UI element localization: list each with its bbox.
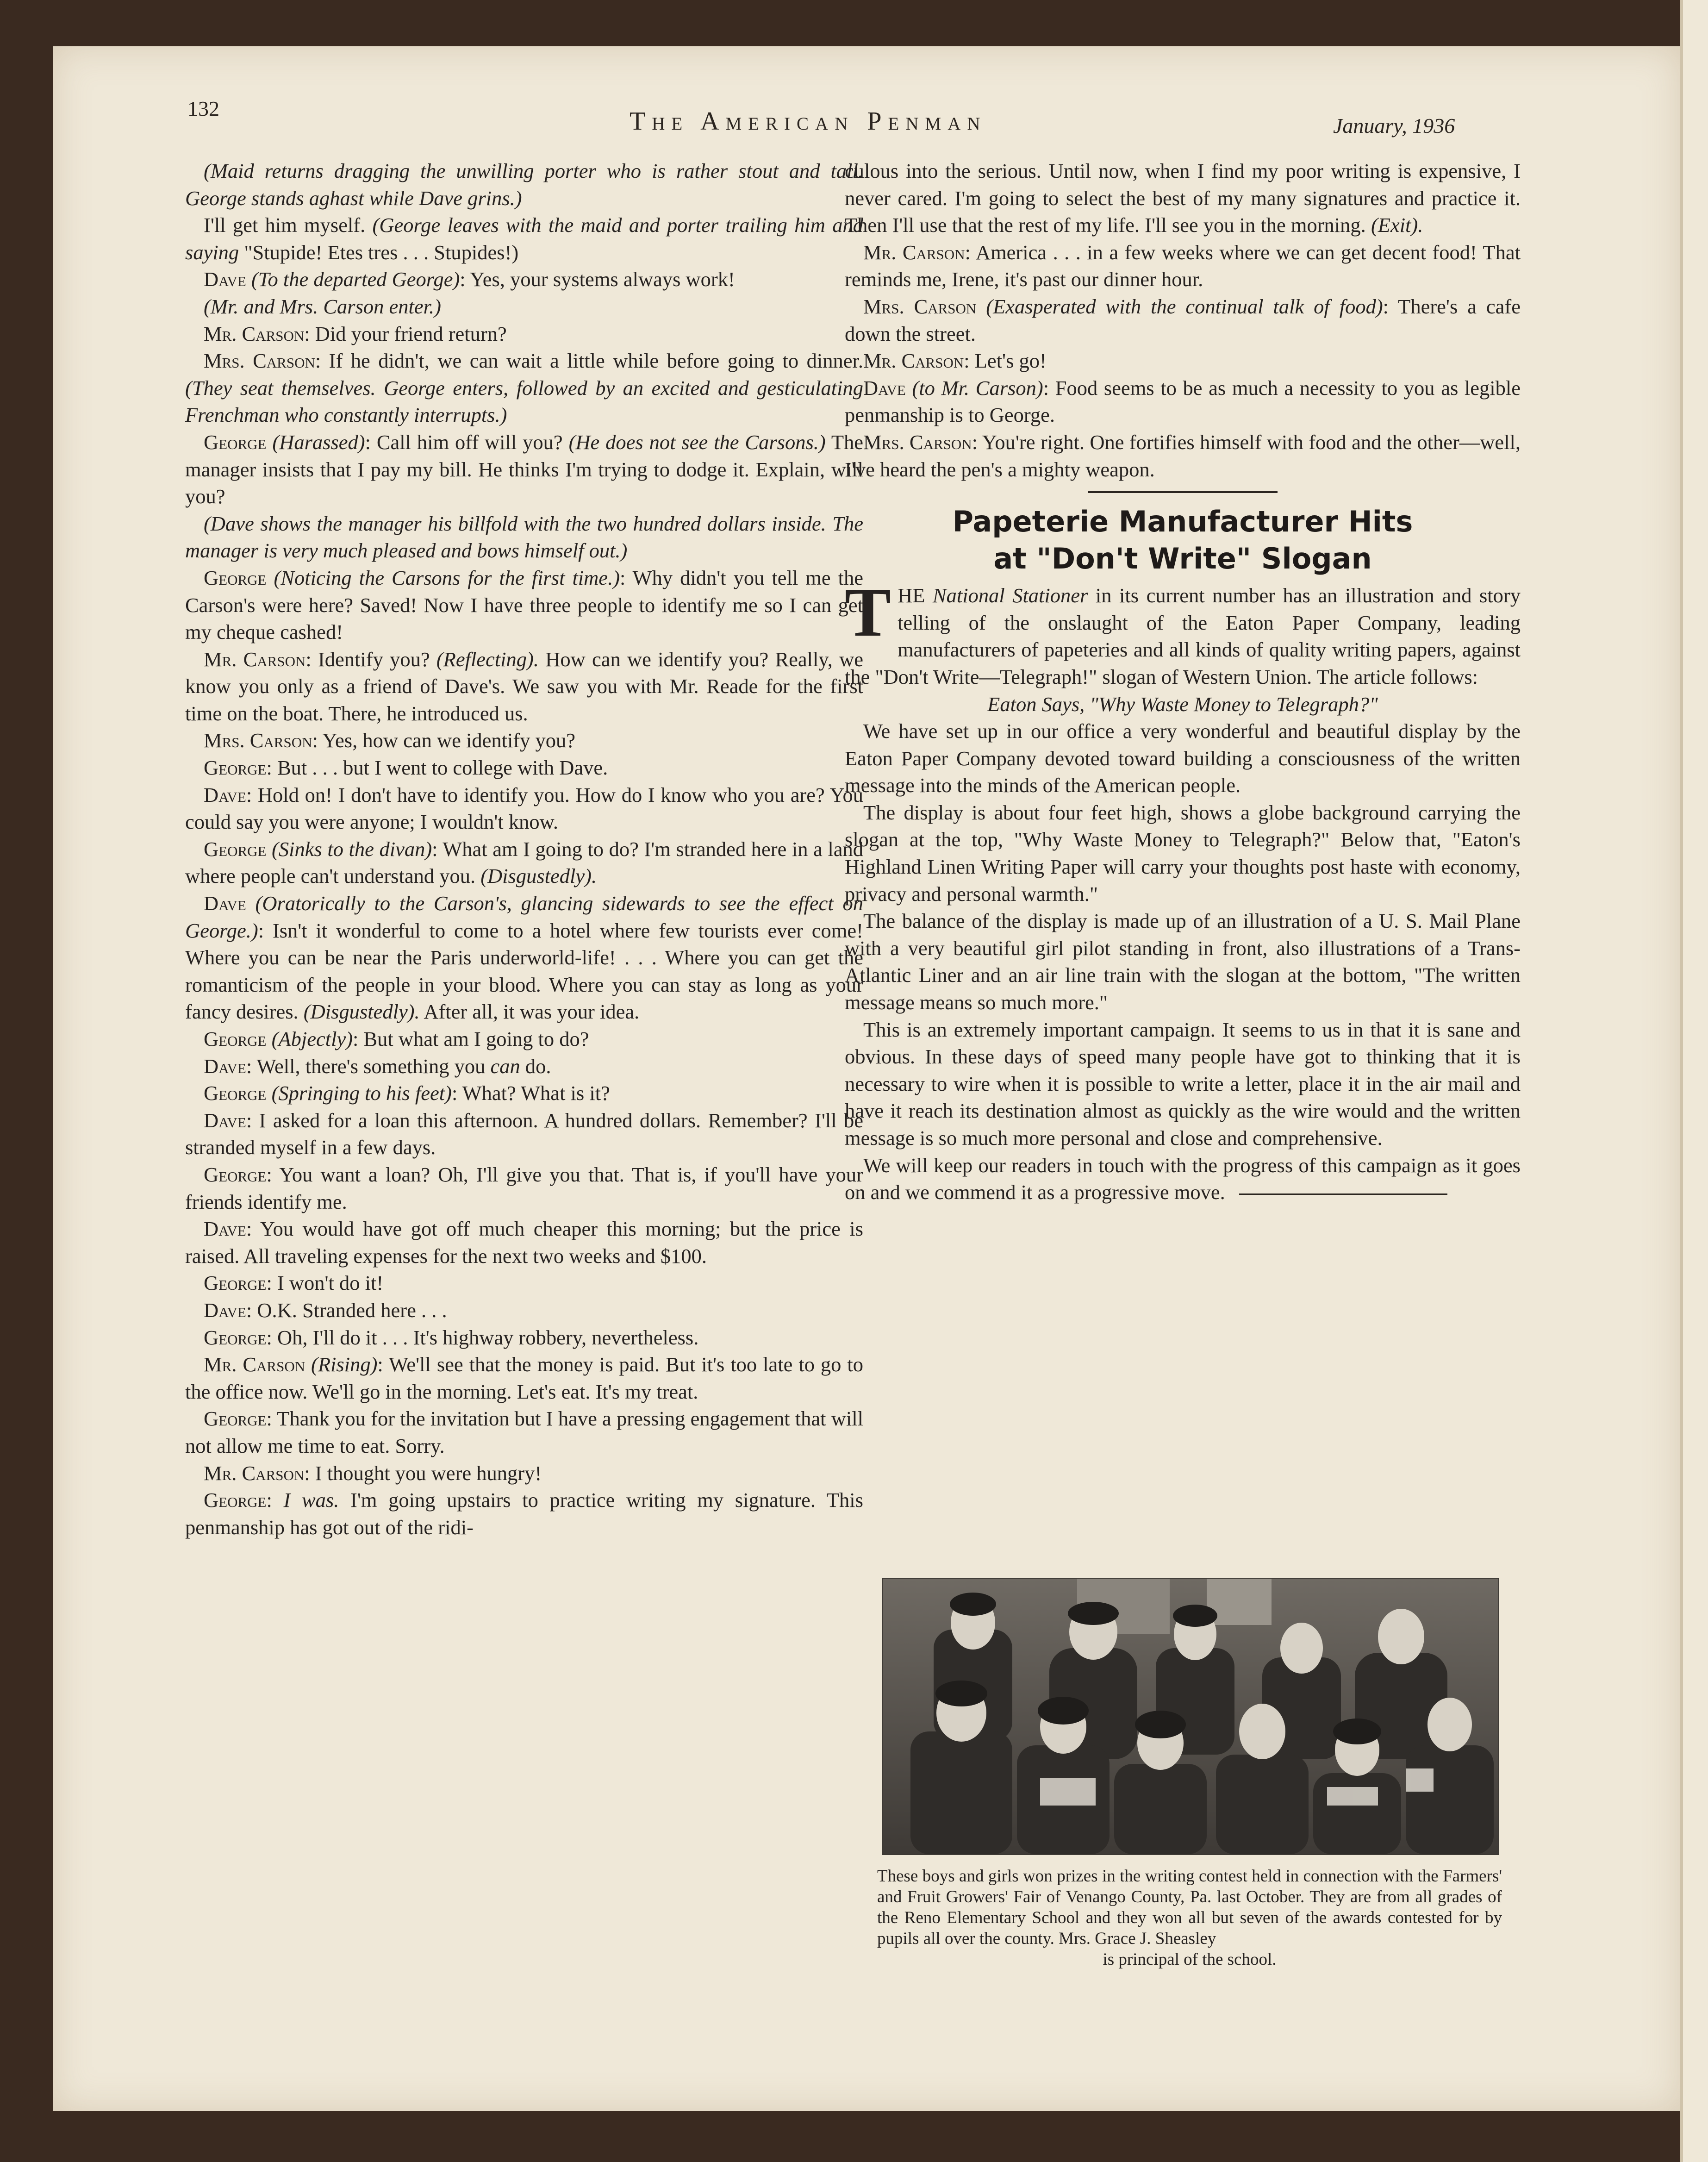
- dialogue-text: : Identify you?: [305, 647, 436, 671]
- speaker-name: Dave: [204, 268, 246, 291]
- dialogue-text: : Hold on! I don't have to identify you. How do I know who you are? You could say you were anyone; I wouldn't know.: [185, 783, 863, 834]
- script-line: [185, 1215, 863, 1269]
- speaker-name: Mr. Carson: [204, 647, 306, 671]
- script-line: [185, 347, 863, 429]
- lead-text: in its current number has an illustration and story telling of the onslaught of the Eaton Paper Company, leading manufacturers of papeteries and all kinds of quality writing papers, against the "Don't Write—Telegraph!" slogan of Western Union. The article follows:: [845, 584, 1521, 688]
- stage-direction: (Sinks to the divan): [266, 837, 432, 861]
- page-binding: [1680, 0, 1708, 2162]
- stage-direction: (To the departed George): [246, 268, 460, 291]
- stage-direction: (Reflecting).: [436, 647, 539, 671]
- speaker-name: George: [204, 756, 267, 780]
- dialogue-text: do.: [520, 1054, 551, 1078]
- publication-title: The American Penman: [630, 107, 987, 136]
- script-line: [185, 564, 863, 646]
- article-paragraph: The balance of the display is made up of an illustration of a U. S. Mail Plane with a very beautiful girl pilot standing in front, also illustrations of a Trans-Atlantic Liner and an air line train with the slogan at the bottom, "The written message means so much more.": [845, 909, 1521, 1014]
- stage-direction: (Rising): [305, 1353, 378, 1376]
- article-body: [845, 718, 1521, 1206]
- speaker-name: George: [204, 1488, 267, 1512]
- dialogue-text: : If he didn't, we can wait a little while before going to dinner.: [315, 349, 863, 373]
- dialogue-text: : You're right. One fortifies himself with food and the other—well, I've heard the pen's a mighty weapon.: [845, 430, 1521, 481]
- speaker-name: George: [204, 1027, 267, 1050]
- stage-direction: (They seat themselves. George enters, followed by an excited and gesticulating Frenchman who constantly interrupts.): [185, 376, 863, 427]
- script-line: [185, 1405, 863, 1459]
- script-line: [845, 293, 1521, 347]
- article-paragraph: The display is about four feet high, shows a globe background carrying the slogan at the top, "Why Waste Money to Telegraph?" Below that, "Eaton's Highland Linen Writing Paper will carry your thoughts post haste with economy, privacy and personal warmth.": [845, 800, 1521, 906]
- script-line: [185, 1324, 863, 1351]
- stage-direction: I was.: [283, 1488, 339, 1512]
- caption-main: These boys and girls won prizes in the writing contest held in connection with the Farmers' and Fruit Growers' Fair of Venango County, Pa. last October. They are from all grades of the Reno Elementary School and they won all but seven of the awards contested for by pupils all over the county. Mrs. Grace J. Sheasley: [877, 1867, 1502, 1948]
- speaker-name: George: [204, 837, 267, 861]
- dialogue-text: culous into the serious. Until now, when I find my poor writing is expensive, I never cared. I'm going to select the best of my many signatures and practice it. Then I'll use that the rest of my life. I'll see you in the morning.: [845, 159, 1521, 237]
- script-line: [845, 239, 1521, 293]
- dialogue-text: : Well, there's something you: [246, 1054, 491, 1078]
- stage-direction: (Exasperated with the continual talk of food): [976, 294, 1383, 318]
- script-line: [185, 1080, 863, 1107]
- dialogue-text: : Food seems to be as much a necessity to you as legible penmanship is to George.: [845, 376, 1521, 427]
- script-line: [185, 1025, 863, 1053]
- photo-illustration: [883, 1579, 1498, 1854]
- play-continuation: [845, 157, 1521, 483]
- speaker-name: Dave: [204, 1108, 246, 1132]
- script-line: [185, 890, 863, 1025]
- script-line: [185, 1053, 863, 1080]
- stage-direction: (Harassed): [266, 430, 365, 454]
- speaker-name: Mrs. Carson: [204, 729, 312, 752]
- dialogue-text: : But what am I going to do?: [353, 1027, 589, 1050]
- dialogue-text: I'll get him myself.: [204, 213, 373, 237]
- right-column: [845, 157, 1521, 1206]
- dialogue-text: : Oh, I'll do it . . . It's highway robbery, nevertheless.: [266, 1325, 699, 1349]
- dialogue-text: : Yes, your systems always work!: [460, 268, 735, 291]
- dialogue-text: : I won't do it!: [266, 1271, 384, 1295]
- speaker-name: George: [204, 1325, 267, 1349]
- dialogue-text: : We'll see that the money is paid. But it's too late to go to the office now. We'll go in the morning. Let's eat. It's my treat.: [185, 1353, 863, 1403]
- headline-line-2: at "Don't Write" Slogan: [993, 542, 1372, 576]
- stage-direction: (George leaves with the maid and porter trailing him and saying: [185, 213, 863, 264]
- script-line: [185, 293, 863, 320]
- dialogue-text: : I thought you were hungry!: [304, 1461, 542, 1485]
- stage-direction: (Maid returns dragging the unwilling porter who is rather stout and tall. George stands aghast while Dave grins.): [185, 159, 863, 210]
- dialogue-text: : But . . . but I went to college with Dave.: [266, 756, 608, 780]
- speaker-name: George: [204, 1271, 267, 1295]
- script-line: [845, 429, 1521, 483]
- dialogue-text: I'm going upstairs to practice writing my signature. This penmanship has got out of the ridi-: [185, 1488, 863, 1539]
- speaker-name: Mr. Carson: [863, 349, 964, 373]
- dialogue-text: :: [266, 1488, 284, 1512]
- script-line: [185, 212, 863, 266]
- script-line: [185, 727, 863, 754]
- dialogue-text: : O.K. Stranded here . . .: [246, 1298, 447, 1322]
- speaker-name: George: [204, 1407, 267, 1431]
- dialogue-text: : What am I going to do? I'm stranded here in a land where people can't understand you.: [185, 837, 863, 888]
- stage-direction: (Noticing the Carsons for the first time.): [266, 566, 620, 589]
- speaker-name: Dave: [204, 892, 246, 915]
- script-line: [185, 781, 863, 836]
- article-paragraph: We will keep our readers in touch with the progress of this campaign as it goes on and we commend it as a progressive move.: [845, 1153, 1521, 1204]
- page-number: 132: [187, 97, 219, 120]
- speaker-name: Mr. Carson: [863, 240, 965, 264]
- dialogue-text: "Stupide! Etes tres . . . Stupides!): [244, 240, 519, 264]
- stage-direction: (Mr. and Mrs. Carson enter.): [204, 294, 441, 318]
- dialogue-text: : You would have got off much cheaper this morning; but the price is raised. All traveling expenses for the next two weeks and $100.: [185, 1217, 863, 1268]
- script-line: [185, 1351, 863, 1405]
- article-subhead: Eaton Says, "Why Waste Money to Telegraph?": [987, 692, 1378, 716]
- speaker-name: George: [204, 430, 267, 454]
- script-line: [845, 347, 1521, 375]
- script-line: [185, 1297, 863, 1324]
- article-paragraph: We have set up in our office a very wonderful and beautiful display by the Eaton Paper Company devoted toward building a consciousness of the written message into the minds of the American people.: [845, 719, 1521, 797]
- dialogue-text: : You want a loan? Oh, I'll give you that. That is, if you'll have your friends identify me.: [185, 1162, 863, 1213]
- speaker-name: Mrs. Carson: [204, 349, 315, 373]
- dialogue-text: : Call him off will you?: [365, 430, 569, 454]
- dialogue-text: The manager insists that I pay my bill. He thinks I'm trying to dodge it. Explain, will you?: [185, 430, 864, 508]
- speaker-name: Mrs. Carson: [863, 294, 977, 318]
- script-line: [185, 754, 863, 781]
- lead-publication: National Stationer: [932, 584, 1088, 607]
- script-line: [185, 836, 863, 890]
- stage-direction: can: [490, 1054, 520, 1078]
- section-divider: [1088, 491, 1278, 493]
- stage-direction: (Exit).: [1371, 213, 1423, 237]
- dialogue-text: : Did your friend return?: [304, 322, 507, 345]
- script-line: [185, 1161, 863, 1215]
- left-column: [185, 157, 863, 1541]
- dialogue-text: : Yes, how can we identify you?: [312, 729, 576, 752]
- headline-line-1: Papeterie Manufacturer Hits: [952, 505, 1413, 539]
- dialogue-text: : Let's go!: [964, 349, 1047, 373]
- dialogue-text: : I asked for a loan this afternoon. A hundred dollars. Remember? I'll be stranded myself in a few days.: [185, 1108, 863, 1159]
- script-line: [185, 1460, 863, 1487]
- script-line: [185, 646, 863, 727]
- dialogue-text: : Why didn't you tell me the Carson's were here? Saved! Now I have three people to identify me so I can get my cheque cashed!: [185, 566, 863, 644]
- speaker-name: George: [204, 1162, 267, 1186]
- article-lead: [845, 574, 1521, 690]
- speaker-name: George: [204, 566, 267, 589]
- dialogue-text: : America . . . in a few weeks where we can get decent food! That reminds me, Irene, it's past our dinner hour.: [845, 240, 1521, 291]
- script-line: [845, 375, 1521, 429]
- script-line: [845, 157, 1521, 239]
- stage-direction: (Oratorically to the Carson's, glancing sidewards to see the effect on George.): [185, 892, 863, 942]
- script-line: [185, 510, 863, 564]
- drop-cap: T: [845, 574, 891, 651]
- stage-direction: (Disgustedly).: [480, 864, 597, 888]
- speaker-name: Mrs. Carson: [863, 430, 972, 454]
- speaker-name: Dave: [204, 1298, 246, 1322]
- school-children-photo: [882, 1578, 1499, 1855]
- dialogue-text: : Isn't it wonderful to come to a hotel where few tourists ever come! Where you can be near the Paris underworld-life! . . . Where you can get the romanticism of the people in your blood. Where you can stay as long as your fancy desires.: [185, 919, 863, 1024]
- dialogue-text: : Thank you for the invitation but I have a pressing engagement that will not allow me time to eat. Sorry.: [185, 1407, 863, 1457]
- stage-direction: (Dave shows the manager his billfold with the two hundred dollars inside. The manager is very much pleased and bows himself out.): [185, 512, 863, 562]
- speaker-name: Dave: [204, 783, 246, 806]
- script-line: [185, 1107, 863, 1161]
- lead-start: HE: [898, 584, 933, 607]
- article-paragraph: This is an extremely important campaign. It seems to us in that it is sane and obvious. In these days of speed many people have got to thinking that it is necessary to wire when it is possible to write a letter, place it in the air mail and have it reach its destination almost as quickly as the wire would and the written message is so much more personal and close and comprehensive.: [845, 1018, 1521, 1150]
- speaker-name: George: [204, 1081, 267, 1105]
- stage-direction: (to Mr. Carson): [905, 376, 1043, 400]
- script-line: [185, 266, 863, 293]
- script-line: [185, 1487, 863, 1541]
- stage-direction: (He does not see the Carsons.): [568, 430, 826, 454]
- dialogue-text: How can we identify you? Really, we know you only as a friend of Dave's. We saw you with Mr. Reade for the first time on the boat. There, he introduced us.: [185, 647, 864, 725]
- speaker-name: Dave: [204, 1217, 246, 1241]
- stage-direction: (Springing to his feet): [266, 1081, 452, 1105]
- speaker-name: Mr. Carson: [204, 1353, 305, 1376]
- issue-date: January, 1936: [1333, 114, 1455, 137]
- speaker-name: Mr. Carson: [204, 1461, 305, 1485]
- dialogue-text: : What? What is it?: [451, 1081, 610, 1105]
- dialogue-text: After all, it was your idea.: [419, 1000, 640, 1024]
- script-line: [185, 157, 863, 212]
- script-line: [185, 1269, 863, 1297]
- article-headline: [845, 503, 1521, 577]
- speaker-name: Dave: [863, 376, 906, 400]
- dialogue-text: : There's a cafe down the street.: [845, 294, 1521, 345]
- script-line: [185, 320, 863, 348]
- stage-direction: (Disgustedly).: [303, 1000, 420, 1024]
- stage-direction: (Abjectly): [266, 1027, 353, 1050]
- end-rule: [1239, 1193, 1447, 1195]
- photo-caption: [877, 1866, 1502, 1970]
- script-line: [185, 429, 863, 510]
- caption-last-line: is principal of the school.: [1103, 1950, 1277, 1969]
- speaker-name: Dave: [204, 1054, 246, 1078]
- speaker-name: Mr. Carson: [204, 322, 305, 345]
